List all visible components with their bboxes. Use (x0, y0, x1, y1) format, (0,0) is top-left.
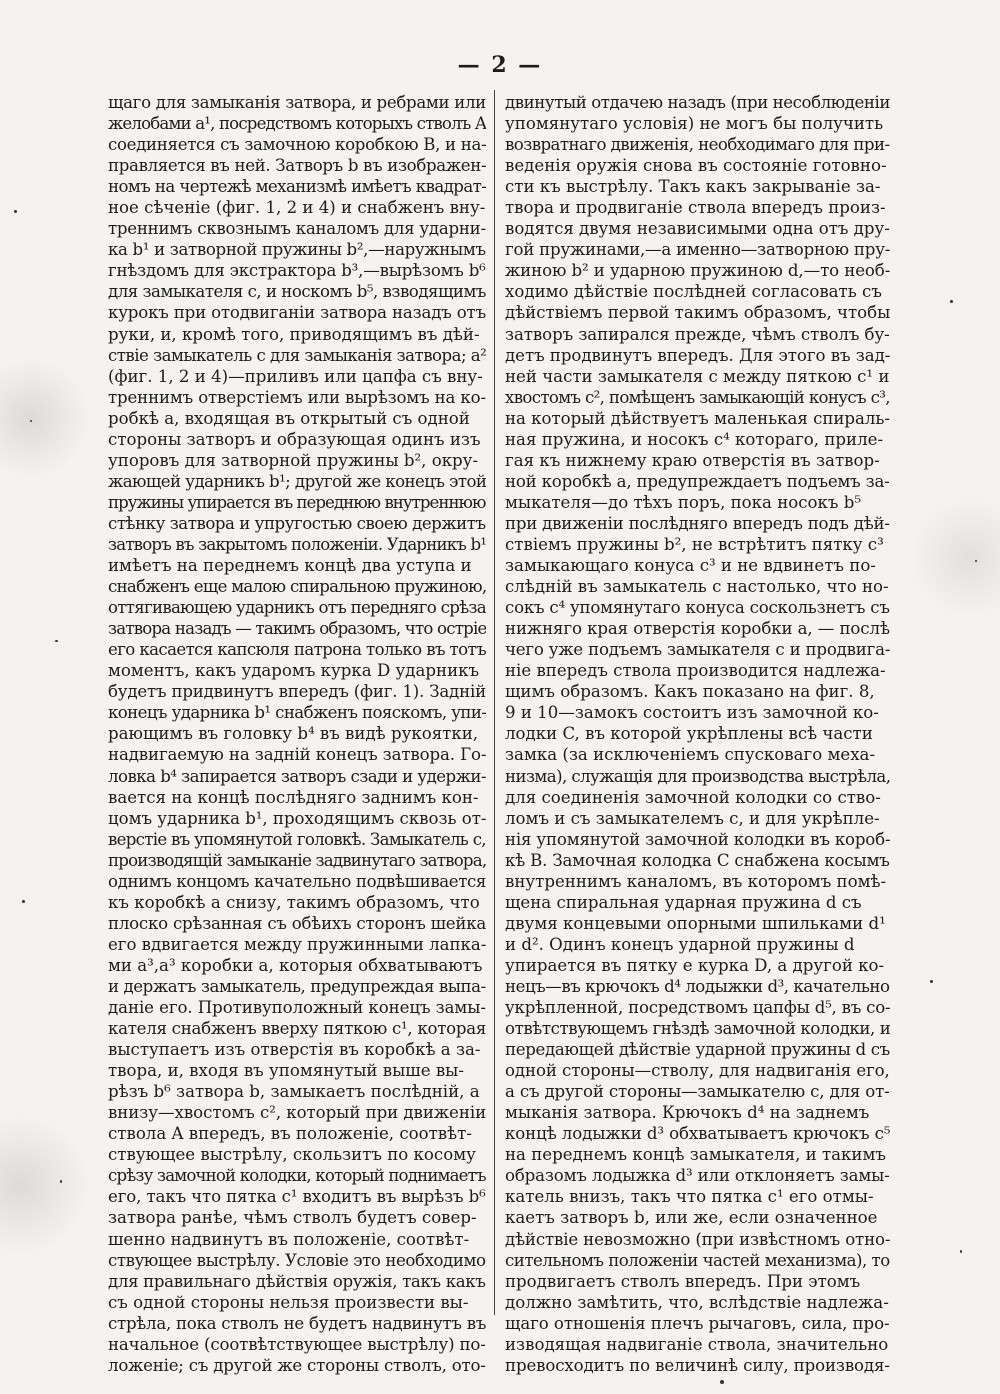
text-line: упоровъ для затворной пружины b², окру- (108, 450, 479, 470)
right-column (505, 92, 890, 1376)
text-line: ствола A впередъ, въ положеніе, соотвѣт- (108, 1124, 472, 1144)
text-line: замыкающаго конуса c³ и не вдвинетъ по- (505, 556, 876, 576)
scan-speck (930, 980, 933, 983)
text-line: верстіе въ упомянутой головкѣ. Замыкатель c, (108, 829, 486, 849)
scan-speck (30, 420, 32, 422)
text-line: должно замѣтить, что, вслѣдствіе надлежа- (505, 1292, 889, 1312)
text-line: снабженъ еще малою спиральною пружиною, (108, 577, 486, 597)
text-line: сокъ c⁴ упомянутаго конуса соскользнетъ съ (505, 598, 890, 618)
text-line: срѣзу замочной колодки, который поднимаетъ (108, 1166, 486, 1186)
text-line: концѣ лодыжки d³ обхватываетъ крючокъ c⁵ (505, 1124, 890, 1144)
text-line: щаго для замыканія затвора, и ребрами или (108, 93, 486, 112)
text-line: вается на концѣ послѣдняго заднимъ кон- (108, 787, 479, 807)
scan-speck (975, 560, 977, 562)
text-line: и держатъ замыкатель, предупреждая выпа- (108, 976, 486, 996)
text-line: ней части замыкателя c между пяткою c¹ и (505, 366, 890, 386)
text-line: стрѣла, пока стволъ не будетъ надвинутъ въ (108, 1313, 486, 1333)
text-line: нія упомянутой замочной колодки въ короб- (505, 829, 890, 849)
text-line: ходимо дѣйствіе послѣдней согласовать съ (505, 282, 882, 302)
text-line: къ коробкѣ a снизу, такимъ образомъ, что (108, 892, 480, 912)
text-line: возвратнаго движенія, необходимаго для при- (505, 135, 890, 155)
text-line: имѣетъ на переднемъ концѣ два уступа и (108, 556, 472, 576)
scan-speck (720, 1380, 724, 1384)
text-line: превосходитъ по величинѣ силу, производя- (505, 1355, 890, 1375)
text-line: соединяется съ замочною коробкою B, и на- (108, 135, 486, 155)
text-line: сительномъ положеніи частей механизма), то (505, 1250, 890, 1270)
text-line: робкѣ a, входящая въ открытый съ одной (108, 408, 470, 428)
text-line: однимъ концомъ качательно подвѣшивается (108, 871, 486, 891)
text-line: ніе впередъ ствола производится надлежа- (505, 661, 886, 681)
text-line: (фиг. 1, 2 и 4)—приливъ или цапфа съ вну- (108, 366, 483, 386)
page-number: — 2 — (457, 52, 543, 78)
text-line: выступаетъ изъ отверстія въ коробкѣ a за- (108, 1040, 481, 1060)
text-line: надвигаемую на задній конецъ затвора. Го- (108, 745, 486, 765)
text-line: кателя снабженъ вверху пяткою c¹, которая (108, 1019, 486, 1039)
text-line: конецъ ударника b¹ снабженъ пояскомъ, упи- (108, 703, 486, 723)
text-line: внизу—хвостомъ c², который при движеніи (108, 1103, 486, 1123)
text-line: желобами a¹, посредствомъ которыхъ стволъ A (108, 114, 486, 134)
text-line: двумя концевыми опорными шпильками d¹ (505, 913, 886, 933)
text-line: кѣ B. Замочная колодка C снабжена косымъ (505, 850, 890, 870)
text-line: твора, и, входя въ упомянутый выше вы- (108, 1061, 464, 1081)
text-line: катель внизъ, такъ что пятка c¹ его отмы- (505, 1187, 874, 1207)
text-line: твора и продвиганіе ствола впередъ произ- (505, 198, 886, 218)
text-line: продвигаетъ стволъ впередъ. При этомъ (505, 1271, 861, 1291)
text-line: ное сѣченіе (фиг. 1, 2 и 4) и снабженъ вну- (108, 198, 486, 218)
text-line: ствіе замыкатель c для замыканія затвора; a² (108, 345, 486, 365)
text-line: его вдвигается между пружинными лапка- (108, 934, 486, 954)
text-line: мыканія затвора. Крючокъ d⁴ на заднемъ (505, 1103, 870, 1123)
text-line: дѣйствіе невозможно (при извѣстномъ отно- (505, 1229, 890, 1249)
text-line: жиною b² и ударною пружиною d,—то необ- (505, 261, 890, 281)
text-line: изводящая надвиганіе ствола, значительно (505, 1334, 889, 1354)
scan-speck (55, 640, 58, 642)
text-line: низма), служащія для производства выстрѣла, (505, 766, 890, 786)
text-line: гой пружинами,—а именно—затворною пру- (505, 240, 890, 260)
text-line: ловка b⁴ запирается затворъ сзади и удержи- (108, 766, 486, 786)
scan-speck (22, 900, 25, 903)
text-line: ной коробкѣ a, предупреждаетъ подъемъ за- (505, 471, 890, 491)
text-line: для правильнаго дѣйствія оружія, такъ какъ (108, 1271, 486, 1291)
text-line: его, такъ что пятка c¹ входитъ въ вырѣзъ b⁶ (108, 1187, 486, 1207)
text-line: начальное (соотвѣтствующее выстрѣлу) по- (108, 1334, 486, 1354)
text-line: на который дѣйствуетъ маленькая спираль- (505, 408, 890, 428)
text-line: щена спиральная ударная пружина d съ (505, 892, 862, 912)
scan-speck (60, 1180, 62, 1183)
text-line: рающимъ въ головку b⁴ въ видѣ рукоятки, (108, 724, 479, 744)
text-line: гая къ нижнему краю отверстія въ затвор- (505, 450, 880, 470)
text-line: ложеніе; съ другой же стороны стволъ, ото- (108, 1355, 486, 1375)
text-line: плоско срѣзанная съ обѣихъ сторонъ шейка (108, 913, 486, 933)
text-line: нижняго края отверстія коробки a, — послѣ (505, 619, 890, 639)
text-line: даніе его. Противуположный конецъ замы- (108, 998, 486, 1018)
text-line: будетъ придвинутъ впередъ (фиг. 1). Задній (108, 682, 486, 702)
text-line: укрѣпленной, посредствомъ цапфы d⁵, въ со- (505, 998, 890, 1018)
text-line: образомъ лодыжка d³ или отклоняетъ замы- (505, 1166, 890, 1186)
text-line: ломъ и съ замыкателемъ c, и для укрѣпле- (505, 808, 880, 828)
text-line: щаго отношенія плечъ рычаговъ, сила, про- (505, 1313, 890, 1333)
text-line: двинутый отдачею назадъ (при несоблюденіи (505, 93, 890, 112)
text-line: веденія оружія снова въ состояніе готовно- (505, 156, 887, 176)
text-line: оттягивающею ударникъ отъ передняго срѣза (108, 598, 486, 618)
left-column (108, 92, 486, 1376)
text-line: его касается капсюля патрона только въ тотъ (108, 640, 486, 660)
text-line: замка (за исключеніемъ спусковаго меха- (505, 745, 876, 765)
text-line: съ одной стороны нельзя произвести вы- (108, 1292, 469, 1312)
text-line: водятся двумя независимыми одна отъ дру- (505, 219, 890, 239)
text-line: ствующее выстрѣлу. Условіе это необходимо (108, 1250, 486, 1270)
text-line: шенно надвинутъ въ положеніе, соотвѣт- (108, 1229, 470, 1249)
scan-speck (960, 1250, 962, 1253)
text-line: слѣдній въ замыкатель c настолько, что но- (505, 577, 889, 597)
text-line: курокъ при отодвиганіи затвора назадъ отъ (108, 303, 486, 323)
text-line: затворъ въ закрытомъ положеніи. Ударникъ b¹ (108, 534, 486, 554)
text-line: на переднемъ концѣ замыкателя, и такимъ (505, 1145, 886, 1165)
text-line: при движеніи послѣдняго впередъ подъ дѣй- (505, 513, 890, 533)
text-line: гнѣздомъ для экстрактора b³,—вырѣзомъ b⁶ (108, 261, 486, 281)
text-line: одной стороны—стволу, для надвиганія его, (505, 1061, 890, 1081)
column-divider (494, 90, 495, 1315)
text-line: сти къ выстрѣлу. Такъ какъ закрываніе за- (505, 177, 881, 197)
text-line: руки, и, кромѣ того, приводящимъ въ дѣй- (108, 324, 480, 344)
text-line: каетъ затворъ b, или же, если означенное (505, 1208, 878, 1228)
text-line: треннимъ сквознымъ каналомъ для ударни- (108, 219, 486, 239)
text-line: стороны затворъ и образующая одинъ изъ (108, 429, 481, 449)
text-line: жающей ударникъ b¹; другой же конецъ этой (108, 471, 486, 491)
text-line: 9 и 10—замокъ состоитъ изъ замочной ко- (505, 703, 879, 723)
text-line: передающей дѣйствіе ударной пружины d съ (505, 1040, 890, 1060)
text-line: треннимъ отверстіемъ или вырѣзомъ на ко- (108, 387, 486, 407)
text-line: пружины упирается въ переднюю внутреннюю (108, 492, 486, 512)
text-line: ми a³,a³ коробки a, которыя обхватываютъ (108, 955, 483, 975)
text-line: рѣзъ b⁶ затвора b, замыкаетъ послѣдній, а (108, 1082, 480, 1102)
text-line: детъ продвинутъ впередъ. Для этого въ зад- (505, 345, 890, 365)
text-line: номъ на чертежѣ механизмѣ имѣетъ квадрат- (108, 177, 486, 197)
text-line: правляется въ ней. Затворъ b въ изображен- (108, 156, 486, 176)
text-line: ка b¹ и затворной пружины b²,—наружнымъ (108, 240, 486, 260)
text-line: затворъ запирался прежде, чѣмъ стволъ бу- (505, 324, 890, 344)
text-line: упирается въ пятку e курка D, а другой ко- (505, 955, 885, 975)
text-line: затвора ранѣе, чѣмъ стволъ будетъ совер- (108, 1208, 477, 1228)
text-line: ная пружина, и носокъ c⁴ котораго, приле- (505, 429, 884, 449)
text-line: внутреннимъ каналомъ, въ которомъ помѣ- (505, 871, 887, 891)
text-line: хвостомъ c², помѣщенъ замыкающій конусъ c³, (505, 387, 890, 407)
text-line: для замыкателя c, и носкомъ b⁵, взводящимъ (108, 282, 486, 302)
text-line: и d². Одинъ конецъ ударной пружины d (505, 934, 855, 954)
scan-speck (14, 210, 17, 213)
text-line: производящій замыканіе задвинутаго затвора, (108, 850, 486, 870)
text-line: цомъ ударника b¹, проходящимъ сквозь от- (108, 808, 486, 828)
scan-speck (950, 300, 953, 303)
text-line: мыкателя—до тѣхъ поръ, пока носокъ b⁵ (505, 492, 862, 512)
text-line: чего уже подъемъ замыкателя c и продвига- (505, 640, 890, 660)
text-line: отвѣтствующемъ гнѣздѣ замочной колодки, и (505, 1019, 890, 1039)
text-line: стѣнку затвора и упругостью своею держитъ (108, 513, 486, 533)
text-line: а съ другой стороны—замыкателю c, для от- (505, 1082, 890, 1102)
text-line: дѣйствіемъ первой такимъ образомъ, чтобы (505, 303, 890, 323)
text-line: нецъ—въ крючокъ d⁴ лодыжки d³, качательно (505, 976, 890, 996)
text-line: щимъ образомъ. Какъ показано на фиг. 8, (505, 682, 875, 702)
text-line: затвора назадъ — такимъ образомъ, что остріе (108, 619, 486, 639)
text-line: для соединенія замочной колодки со ство- (505, 787, 881, 807)
text-line: ствіемъ пружины b², не встрѣтитъ пятку c³ (505, 534, 884, 554)
text-line: ствующее выстрѣлу, скользитъ по косому (108, 1145, 476, 1165)
text-line: лодки C, въ которой укрѣплены всѣ части (505, 724, 873, 744)
text-line: моментъ, какъ ударомъ курка D ударникъ (108, 661, 480, 681)
text-line: упомянутаго условія) не могъ бы получить (505, 114, 884, 134)
